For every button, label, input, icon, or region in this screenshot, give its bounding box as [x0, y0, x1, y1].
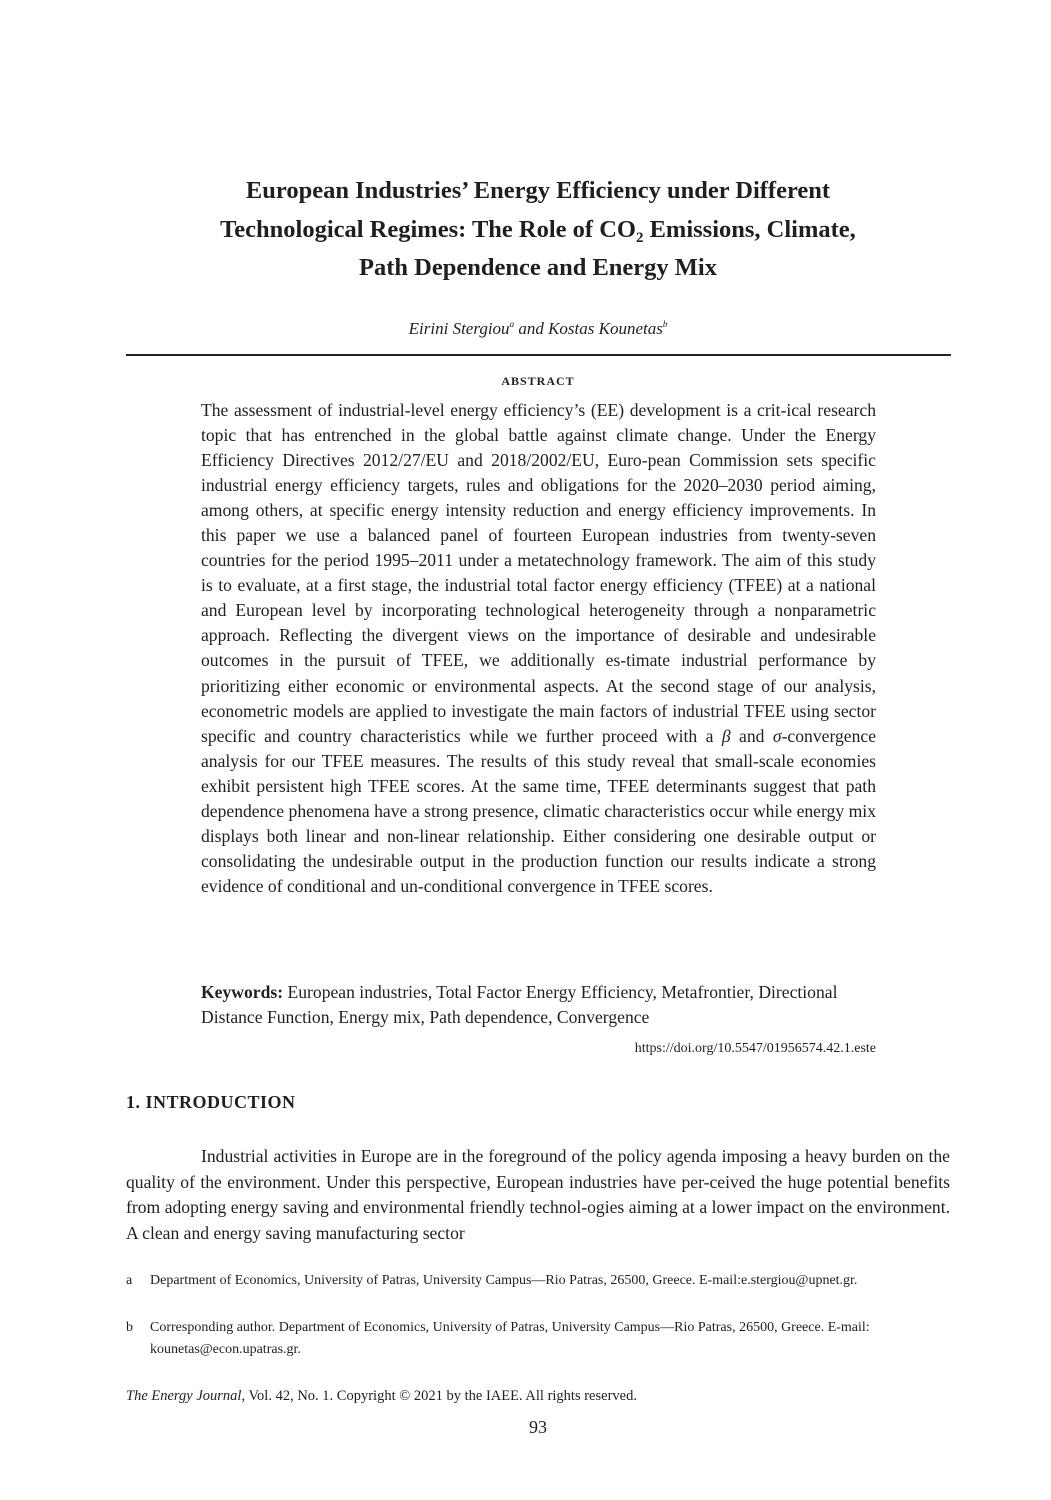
- title-line-1: European Industries’ Energy Efficiency under Different: [245, 177, 831, 204]
- section-heading-introduction: 1. INTRODUCTION: [126, 1092, 296, 1112]
- author-list: [126, 317, 950, 341]
- introduction-paragraph: Industrial activities in Europe are in the foreground of the policy agenda imposing a heavy burden on the quality of the environment. Under this perspective, European industries have per-ceived the huge potential benefits from adopting energy saving and environmental friendly technol-ogies aiming at a lower impact on the environment. A clean and energy saving manufacturing sector: [126, 1146, 950, 1243]
- title-line-2-rest: Emissions, Climate,: [643, 215, 856, 243]
- author-2-mark: b: [662, 319, 668, 329]
- journal-details: , Vol. 42, No. 1. Copyright © 2021 by the IAEE. All rights reserved.: [241, 1388, 637, 1404]
- abstract-text: [201, 398, 876, 899]
- sigma-symbol: σ: [772, 725, 782, 746]
- keywords: [201, 980, 876, 1030]
- co2-subscript: 2: [635, 229, 644, 246]
- abstract-part-3: -convergence analysis for our TFEE measures. The results of this study reveal that small-scale economies exhibit persistent high TFEE scores. At the same time, TFEE determinants suggest that path dependence phenomena have a strong presence, climatic characteristics occur while energy mix displays both linear and non-linear relationship. Either considering one desirable output or consolidating the undesirable output in the production function our results indicate a strong evidence of conditional and un-conditional convergence in TFEE scores.: [201, 725, 877, 896]
- page-number: 93: [529, 1417, 547, 1437]
- paper-title: [126, 172, 950, 288]
- footnote-b-text: Corresponding author. Department of Economics, University of Patras, University Campus—Rio Patras, 26500, Greece. E-mail: kounetas@econ.upatras.gr.: [150, 1320, 870, 1357]
- title-line-2: [220, 215, 856, 246]
- abstract-heading: ABSTRACT: [501, 374, 575, 388]
- author-conjunction: and: [514, 319, 549, 338]
- header-divider: [126, 354, 951, 356]
- abstract-part-1: The assessment of industrial-level energy efficiency’s (EE) development is a crit-ical research topic that has entrenched in the global battle against climate change. Under the Energy Efficiency Directives 2012/27/EU and 2018/2002/EU, Euro-pean Commission sets specific industrial energy efficiency targets, rules and obligations for the 2020–2030 period aiming, among others, at specific energy intensity reduction and energy efficiency improvements. In this paper we use a balanced panel of fourteen European industries from twenty-seven countries for the period 1995–2011 under a metatechnology framework. The aim of this study is to evaluate, at a first stage, the industrial total factor energy efficiency (TFEE) at a national and European level by incorporating technological heterogeneity through a nonparametric approach. Reflecting the divergent views on the importance of desirable and undesirable outcomes in the pursuit of TFEE, we additionally es-timate industrial performance by prioritizing either economic or environmental aspects. At the second stage of our analysis, econometric models are applied to investigate the main factors of industrial TFEE using sector specific and country characteristics while we further proceed with a: [201, 400, 876, 746]
- beta-symbol: β: [721, 725, 731, 746]
- footnote-b: [126, 1317, 950, 1361]
- title-line-2-text: Technological Regimes: The Role of CO: [220, 215, 636, 243]
- title-line-3: Path Dependence and Energy Mix: [359, 254, 717, 281]
- doi-link[interactable]: https://doi.org/10.5547/01956574.42.1.este: [634, 1041, 876, 1056]
- keywords-text: European industries, Total Factor Energy Efficiency, Metafrontier, Directional Distance Function, Energy mix, Path dependence, Convergence: [201, 982, 838, 1028]
- journal-name: The Energy Journal: [126, 1388, 242, 1404]
- author-1: Eirini Stergiou: [408, 319, 510, 338]
- journal-citation: [126, 1386, 637, 1406]
- keywords-label: Keywords:: [201, 982, 284, 1002]
- footnote-a-mark: a: [126, 1273, 133, 1288]
- author-2: Kostas Kounetas: [548, 319, 663, 338]
- footnote-b-mark: b: [126, 1320, 133, 1335]
- footnote-a-text: Department of Economics, University of Patras, University Campus—Rio Patras, 26500, Greece. E-mail:e.stergiou@upnet.gr.: [150, 1273, 858, 1288]
- author-1-mark: a: [509, 319, 515, 329]
- abstract-part-2: and: [730, 725, 773, 746]
- footnote-a: [126, 1270, 950, 1292]
